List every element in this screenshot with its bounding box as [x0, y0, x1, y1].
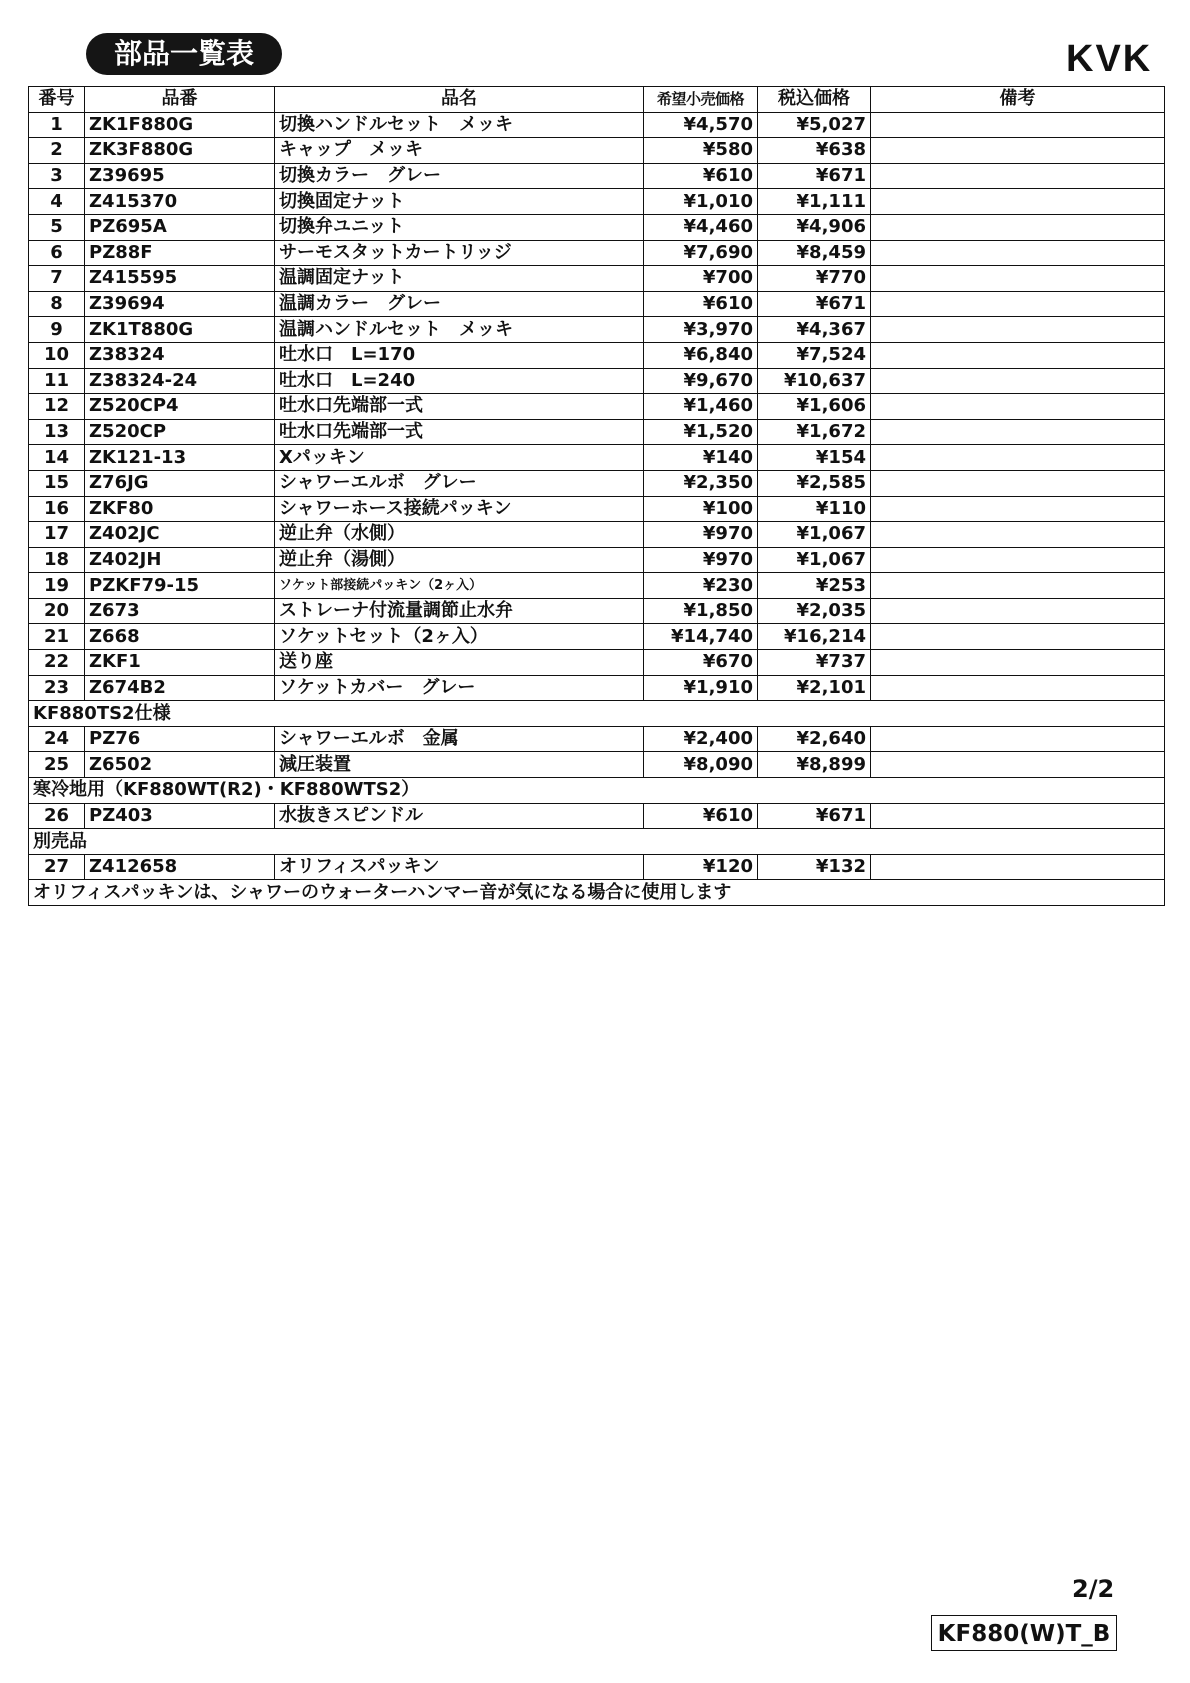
row-number: 7: [29, 266, 85, 292]
tax-price: ¥8,459: [758, 240, 871, 266]
part-name: 切換カラー グレー: [275, 163, 644, 189]
table-row: [29, 675, 1165, 701]
list-price: ¥100: [644, 496, 758, 522]
part-name: ソケット部接続パッキン（2ヶ入）: [275, 573, 644, 599]
remarks-cell: [871, 675, 1165, 701]
part-name: オリフィスパッキン: [275, 854, 644, 880]
model-code-box: KF880(W)T_B: [931, 1615, 1117, 1651]
remarks-cell: [871, 547, 1165, 573]
row-number: 25: [29, 752, 85, 778]
part-code: Z415595: [85, 266, 275, 292]
table-row: [29, 214, 1165, 240]
part-name: 逆止弁（湯側）: [275, 547, 644, 573]
section-heading: 寒冷地用（KF880WT(R2)・KF880WTS2）: [29, 778, 1165, 804]
part-code: Z6502: [85, 752, 275, 778]
list-price: ¥6,840: [644, 342, 758, 368]
part-name: ソケットセット（2ヶ入）: [275, 624, 644, 650]
part-code: ZK3F880G: [85, 138, 275, 164]
part-name: 逆止弁（水側）: [275, 522, 644, 548]
part-code: PZ76: [85, 726, 275, 752]
part-name: 切換弁ユニット: [275, 214, 644, 240]
table-row: [29, 138, 1165, 164]
table-row: [29, 496, 1165, 522]
row-number: 14: [29, 445, 85, 471]
table-row: [29, 624, 1165, 650]
part-name: 吐水口先端部一式: [275, 394, 644, 420]
table-note: オリフィスパッキンは、シャワーのウォーターハンマー音が気になる場合に使用します: [29, 880, 1165, 906]
list-price: ¥2,400: [644, 726, 758, 752]
section-heading: 別売品: [29, 829, 1165, 855]
list-price: ¥1,460: [644, 394, 758, 420]
row-number: 23: [29, 675, 85, 701]
tax-price: ¥110: [758, 496, 871, 522]
remarks-cell: [871, 496, 1165, 522]
list-price: ¥700: [644, 266, 758, 292]
row-number: 12: [29, 394, 85, 420]
remarks-cell: [871, 650, 1165, 676]
part-code: ZK121-13: [85, 445, 275, 471]
tax-price: ¥4,367: [758, 317, 871, 343]
part-code: Z402JH: [85, 547, 275, 573]
row-number: 1: [29, 112, 85, 138]
remarks-cell: [871, 266, 1165, 292]
row-number: 11: [29, 368, 85, 394]
row-number: 27: [29, 854, 85, 880]
row-number: 16: [29, 496, 85, 522]
tax-price: ¥16,214: [758, 624, 871, 650]
table-row: [29, 368, 1165, 394]
part-code: PZ403: [85, 803, 275, 829]
remarks-cell: [871, 854, 1165, 880]
list-price: ¥7,690: [644, 240, 758, 266]
table-row: [29, 803, 1165, 829]
page-number: 2/2: [1072, 1575, 1115, 1603]
table-row: [29, 752, 1165, 778]
tax-price: ¥671: [758, 163, 871, 189]
tax-price: ¥1,067: [758, 522, 871, 548]
list-price: ¥140: [644, 445, 758, 471]
table-row: [29, 470, 1165, 496]
table-row: [29, 598, 1165, 624]
remarks-cell: [871, 573, 1165, 599]
part-name: Xパッキン: [275, 445, 644, 471]
remarks-cell: [871, 624, 1165, 650]
part-name: 吐水口 L=170: [275, 342, 644, 368]
remarks-cell: [871, 752, 1165, 778]
list-price: ¥1,520: [644, 419, 758, 445]
part-code: Z668: [85, 624, 275, 650]
list-price: ¥580: [644, 138, 758, 164]
remarks-cell: [871, 112, 1165, 138]
list-price: ¥230: [644, 573, 758, 599]
tax-price: ¥7,524: [758, 342, 871, 368]
list-price: ¥610: [644, 163, 758, 189]
list-price: ¥120: [644, 854, 758, 880]
remarks-cell: [871, 368, 1165, 394]
table-row: [29, 547, 1165, 573]
part-code: ZKF1: [85, 650, 275, 676]
list-price: ¥4,460: [644, 214, 758, 240]
section-heading-row: [29, 701, 1165, 727]
list-price: ¥9,670: [644, 368, 758, 394]
row-number: 20: [29, 598, 85, 624]
tax-price: ¥1,672: [758, 419, 871, 445]
row-number: 8: [29, 291, 85, 317]
part-name: シャワーエルボ 金属: [275, 726, 644, 752]
brand-logo: KVK: [1066, 38, 1153, 80]
table-row: [29, 650, 1165, 676]
part-code: Z415370: [85, 189, 275, 215]
list-price: ¥4,570: [644, 112, 758, 138]
tax-price: ¥4,906: [758, 214, 871, 240]
part-code: Z39694: [85, 291, 275, 317]
part-code: PZ695A: [85, 214, 275, 240]
row-number: 17: [29, 522, 85, 548]
part-code: Z39695: [85, 163, 275, 189]
table-row: [29, 342, 1165, 368]
table-row: [29, 419, 1165, 445]
remarks-cell: [871, 803, 1165, 829]
part-code: PZ88F: [85, 240, 275, 266]
row-number: 21: [29, 624, 85, 650]
part-code: PZKF79-15: [85, 573, 275, 599]
parts-table: [28, 86, 1165, 906]
part-name: キャップ メッキ: [275, 138, 644, 164]
remarks-cell: [871, 138, 1165, 164]
list-price: ¥14,740: [644, 624, 758, 650]
list-price: ¥3,970: [644, 317, 758, 343]
table-header-row: [29, 87, 1165, 113]
table-row: [29, 522, 1165, 548]
part-name: サーモスタットカートリッジ: [275, 240, 644, 266]
tax-price: ¥671: [758, 291, 871, 317]
part-name: 切換ハンドルセット メッキ: [275, 112, 644, 138]
table-row: [29, 726, 1165, 752]
remarks-cell: [871, 419, 1165, 445]
remarks-cell: [871, 317, 1165, 343]
part-name: 温調ハンドルセット メッキ: [275, 317, 644, 343]
list-price: ¥610: [644, 291, 758, 317]
list-price: ¥1,850: [644, 598, 758, 624]
part-name: 吐水口先端部一式: [275, 419, 644, 445]
tax-price: ¥770: [758, 266, 871, 292]
row-number: 13: [29, 419, 85, 445]
table-row: [29, 163, 1165, 189]
part-code: Z76JG: [85, 470, 275, 496]
part-name: ソケットカバー グレー: [275, 675, 644, 701]
col-header-no: 番号: [29, 87, 85, 113]
tax-price: ¥10,637: [758, 368, 871, 394]
list-price: ¥610: [644, 803, 758, 829]
table-row: [29, 573, 1165, 599]
part-name: シャワーエルボ グレー: [275, 470, 644, 496]
table-row: [29, 445, 1165, 471]
table-row: [29, 189, 1165, 215]
table-row: [29, 317, 1165, 343]
tax-price: ¥2,101: [758, 675, 871, 701]
part-name: 温調固定ナット: [275, 266, 644, 292]
part-code: Z412658: [85, 854, 275, 880]
remarks-cell: [871, 240, 1165, 266]
list-price: ¥2,350: [644, 470, 758, 496]
part-code: Z38324: [85, 342, 275, 368]
table-note-row: [29, 880, 1165, 906]
list-price: ¥1,010: [644, 189, 758, 215]
row-number: 15: [29, 470, 85, 496]
part-name: 減圧装置: [275, 752, 644, 778]
section-heading-row: [29, 829, 1165, 855]
list-price: ¥1,910: [644, 675, 758, 701]
remarks-cell: [871, 291, 1165, 317]
remarks-cell: [871, 445, 1165, 471]
col-header-name: 品名: [275, 87, 644, 113]
remarks-cell: [871, 394, 1165, 420]
table-row: [29, 112, 1165, 138]
remarks-cell: [871, 598, 1165, 624]
table-body: [29, 112, 1165, 905]
row-number: 4: [29, 189, 85, 215]
part-code: Z673: [85, 598, 275, 624]
part-name: 吐水口 L=240: [275, 368, 644, 394]
row-number: 24: [29, 726, 85, 752]
row-number: 5: [29, 214, 85, 240]
tax-price: ¥638: [758, 138, 871, 164]
list-price: ¥670: [644, 650, 758, 676]
tax-price: ¥1,606: [758, 394, 871, 420]
table-row: [29, 854, 1165, 880]
part-name: シャワーホース接続パッキン: [275, 496, 644, 522]
list-price: ¥970: [644, 547, 758, 573]
table-row: [29, 394, 1165, 420]
table-row: [29, 240, 1165, 266]
row-number: 2: [29, 138, 85, 164]
tax-price: ¥132: [758, 854, 871, 880]
part-code: Z520CP4: [85, 394, 275, 420]
part-name: 水抜きスピンドル: [275, 803, 644, 829]
part-name: 温調カラー グレー: [275, 291, 644, 317]
tax-price: ¥2,585: [758, 470, 871, 496]
page-title: 部品一覧表: [86, 33, 282, 75]
remarks-cell: [871, 189, 1165, 215]
remarks-cell: [871, 214, 1165, 240]
remarks-cell: [871, 522, 1165, 548]
tax-price: ¥1,111: [758, 189, 871, 215]
remarks-cell: [871, 342, 1165, 368]
tax-price: ¥1,067: [758, 547, 871, 573]
tax-price: ¥2,035: [758, 598, 871, 624]
col-header-remarks: 備考: [871, 87, 1165, 113]
section-heading-row: [29, 778, 1165, 804]
remarks-cell: [871, 470, 1165, 496]
col-header-tax-price: 税込価格: [758, 87, 871, 113]
remarks-cell: [871, 163, 1165, 189]
tax-price: ¥8,899: [758, 752, 871, 778]
col-header-list-price: 希望小売価格: [644, 87, 758, 113]
row-number: 22: [29, 650, 85, 676]
col-header-code: 品番: [85, 87, 275, 113]
part-code: ZK1F880G: [85, 112, 275, 138]
list-price: ¥8,090: [644, 752, 758, 778]
row-number: 10: [29, 342, 85, 368]
tax-price: ¥253: [758, 573, 871, 599]
row-number: 19: [29, 573, 85, 599]
row-number: 3: [29, 163, 85, 189]
tax-price: ¥154: [758, 445, 871, 471]
tax-price: ¥737: [758, 650, 871, 676]
tax-price: ¥671: [758, 803, 871, 829]
part-code: Z674B2: [85, 675, 275, 701]
part-code: Z520CP: [85, 419, 275, 445]
part-name: 切換固定ナット: [275, 189, 644, 215]
row-number: 9: [29, 317, 85, 343]
list-price: ¥970: [644, 522, 758, 548]
tax-price: ¥5,027: [758, 112, 871, 138]
part-code: Z38324-24: [85, 368, 275, 394]
part-code: ZK1T880G: [85, 317, 275, 343]
section-heading: KF880TS2仕様: [29, 701, 1165, 727]
part-code: ZKF80: [85, 496, 275, 522]
remarks-cell: [871, 726, 1165, 752]
row-number: 26: [29, 803, 85, 829]
part-code: Z402JC: [85, 522, 275, 548]
table-row: [29, 291, 1165, 317]
part-name: 送り座: [275, 650, 644, 676]
row-number: 18: [29, 547, 85, 573]
row-number: 6: [29, 240, 85, 266]
table-row: [29, 266, 1165, 292]
part-name: ストレーナ付流量調節止水弁: [275, 598, 644, 624]
tax-price: ¥2,640: [758, 726, 871, 752]
